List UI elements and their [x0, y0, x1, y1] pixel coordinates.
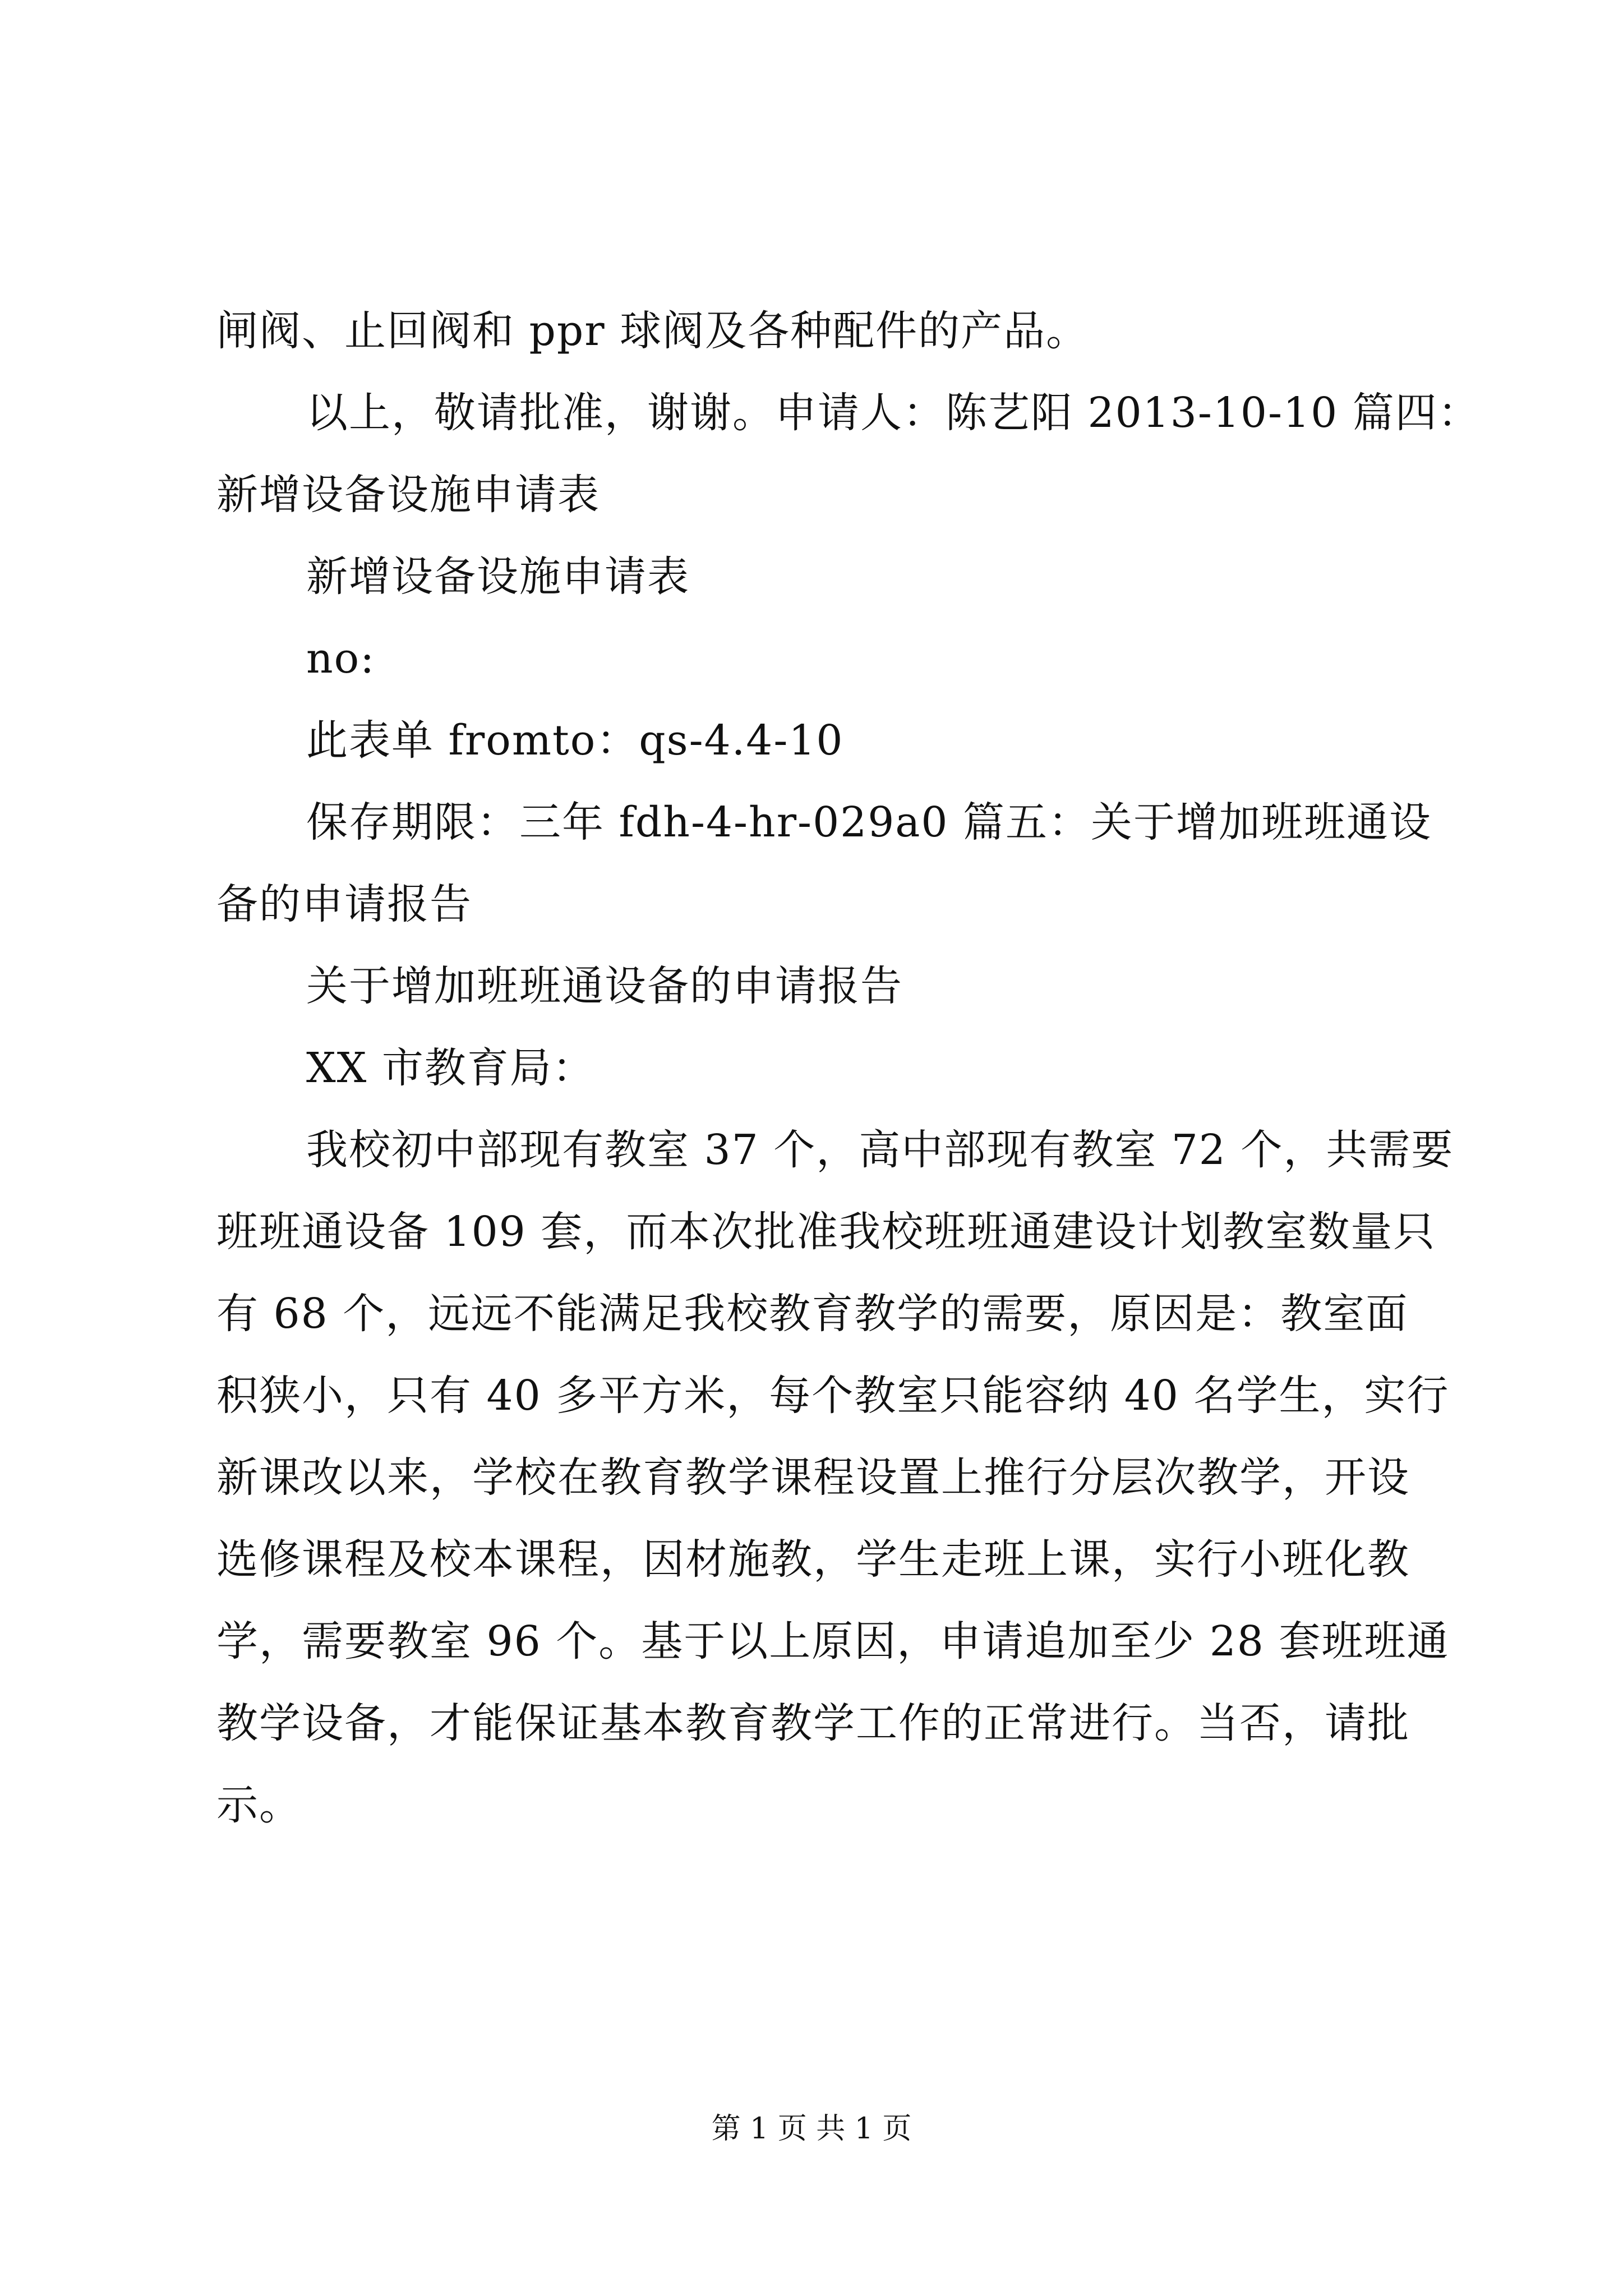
paragraph-line: 新课改以来，学校在教育教学课程设置上推行分层次教学，开设 — [216, 1453, 1410, 1502]
paragraph-line: 班班通设备 109 套，而本次批准我校班班通建设计划教室数量只 — [216, 1208, 1436, 1256]
paragraph-line: 我校初中部现有教室 37 个，高中部现有教室 72 个，共需要 — [306, 1126, 1454, 1174]
paragraph-line: 选修课程及校本课程，因材施教，学生走班上课，实行小班化教 — [216, 1535, 1410, 1584]
text-line: 此表单 fromto：qs-4.4-10 — [306, 716, 844, 765]
text-line: 备的申请报告 — [216, 880, 472, 928]
paragraph-line: 示。 — [216, 1781, 302, 1829]
addressee: XX 市教育局： — [306, 1044, 595, 1092]
text-line: no: — [306, 634, 376, 683]
text-line: 以上，敬请批准，谢谢。申请人：陈艺阳 2013-10-10 篇四： — [306, 389, 1481, 437]
paragraph-line: 教学设备，才能保证基本教育教学工作的正常进行。当否，请批 — [216, 1699, 1410, 1747]
text-line: 新增设备设施申请表 — [216, 471, 600, 519]
text-line: 闸阀、止回阀和 ppr 球阀及各种配件的产品。 — [216, 307, 1089, 355]
page-number-footer: 第 1 页 共 1 页 — [711, 2112, 912, 2146]
paragraph-line: 有 68 个，远远不能满足我校教育教学的需要，原因是：教室面 — [216, 1290, 1409, 1338]
text-line: 保存期限：三年 fdh-4-hr-029a0 篇五：关于增加班班通设 — [306, 798, 1432, 846]
section-heading: 关于增加班班通设备的申请报告 — [306, 962, 903, 1010]
paragraph-line: 积狭小，只有 40 多平方米，每个教室只能容纳 40 名学生，实行 — [216, 1372, 1450, 1420]
section-heading: 新增设备设施申请表 — [306, 553, 690, 601]
paragraph-line: 学，需要教室 96 个。基于以上原因，申请追加至少 28 套班班通 — [216, 1617, 1450, 1665]
